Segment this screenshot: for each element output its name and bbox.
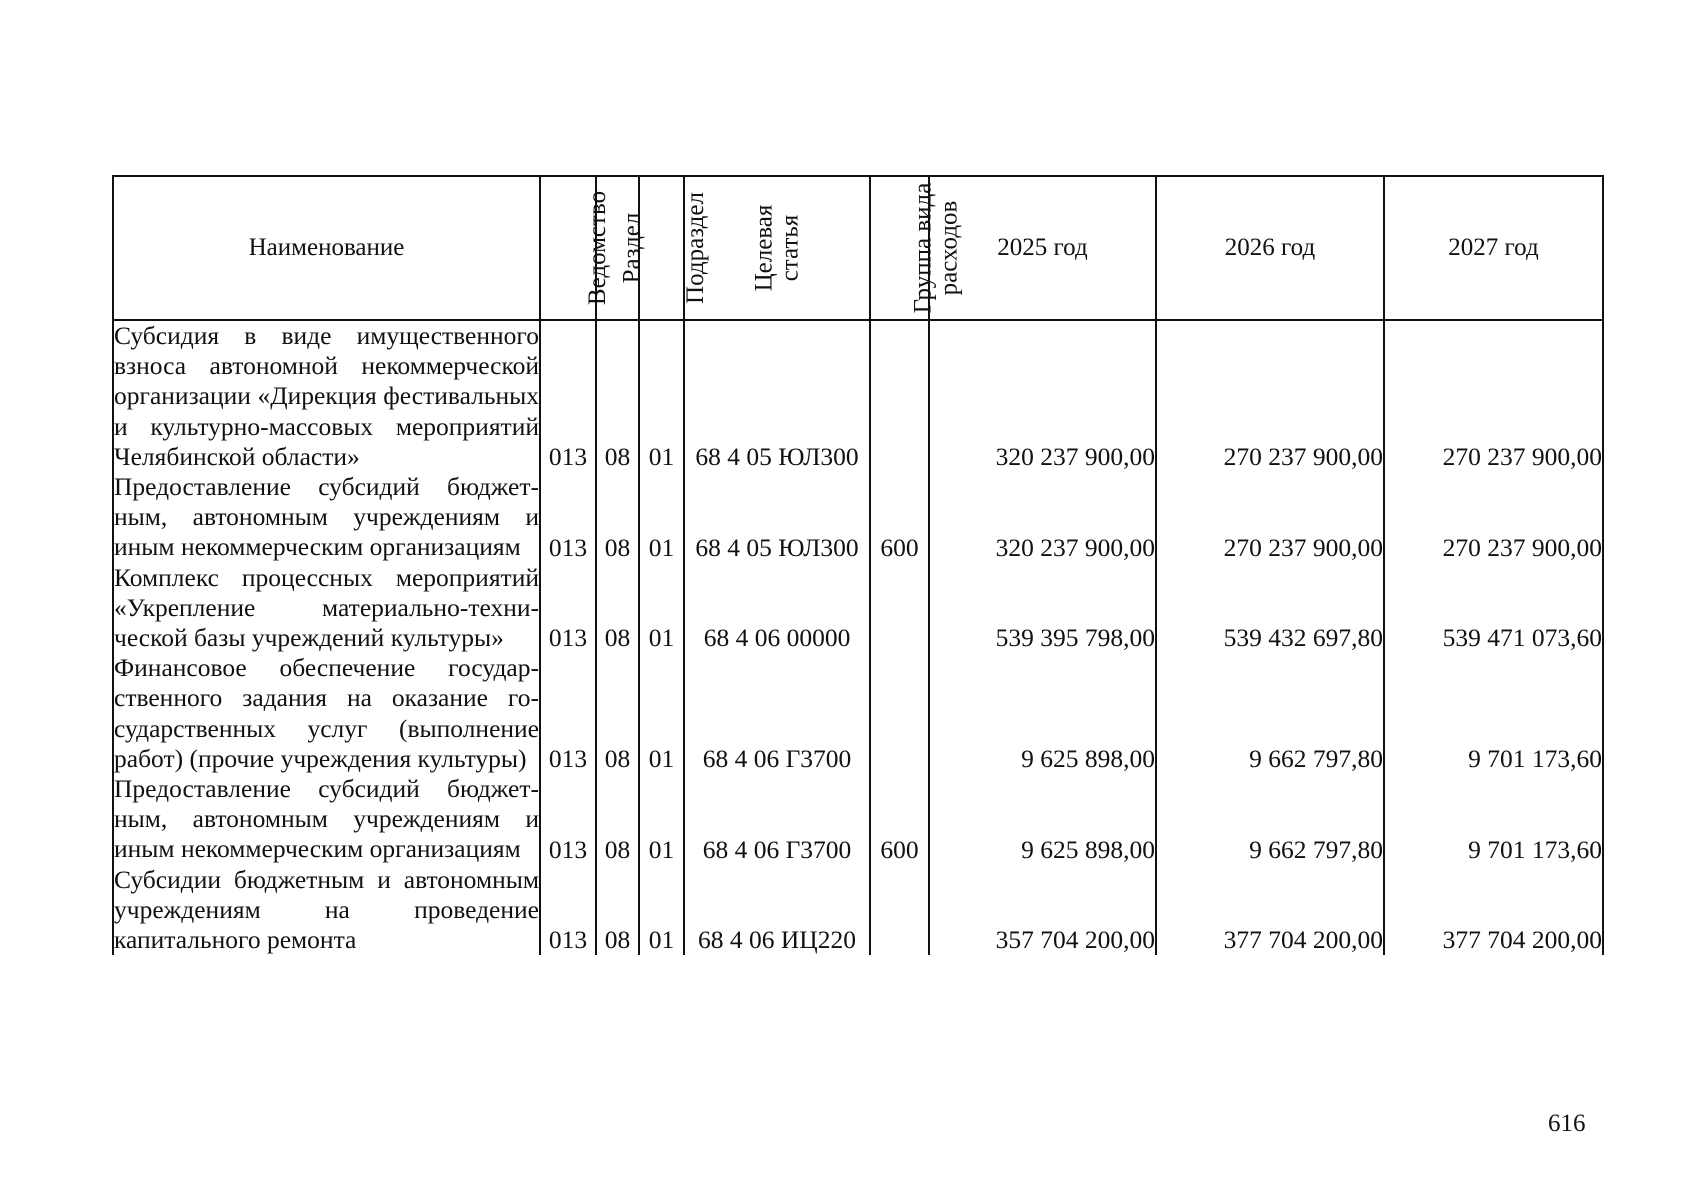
row-razdel: 08 (596, 774, 639, 865)
col-header-razdel-label: Раздел (618, 212, 646, 284)
row-name: Субсидия в виде имущественного взноса автономной некоммерческой организации «Дирекция фестивальных и культурно-массовых мероприятий Челябинской области» (114, 321, 539, 471)
col-header-name: Наименование (113, 176, 540, 320)
row-gruppa: 600 (870, 472, 929, 563)
col-header-gruppa-line2: расходов (935, 200, 963, 295)
col-header-statya (681, 176, 870, 320)
row-vedomstvo: 013 (540, 563, 596, 654)
budget-table (112, 175, 1604, 955)
row-razdel: 08 (596, 563, 639, 654)
row-statya: 68 4 06 ИЦ220 (684, 865, 870, 956)
table-row (113, 563, 1603, 654)
row-2027: 270 237 900,00 (1384, 320, 1603, 472)
row-2027: 539 471 073,60 (1384, 563, 1603, 654)
col-header-2025: 2025 год (929, 176, 1156, 320)
col-header-statya-line1: Целевая (749, 204, 777, 291)
row-razdel: 08 (596, 865, 639, 956)
page-number: 616 (1548, 1110, 1586, 1137)
col-header-statya-line2: статья (775, 214, 803, 281)
row-2027: 377 704 200,00 (1384, 865, 1603, 956)
row-2027: 9 701 173,60 (1384, 653, 1603, 774)
table-row (113, 865, 1603, 956)
row-podrazdel: 01 (639, 472, 684, 563)
row-vedomstvo: 013 (540, 653, 596, 774)
row-2026: 377 704 200,00 (1156, 865, 1384, 956)
row-name: Субсидии бюджетным и автономным учреждениям на проведение капитального ремонта (114, 864, 539, 955)
row-podrazdel: 01 (639, 653, 684, 774)
row-statya: 68 4 06 Г3700 (684, 653, 870, 774)
row-gruppa (870, 865, 929, 956)
row-name: Предоставление субсидий бюджетным, автономным учреждениям и иным некоммерческим организациям (114, 472, 539, 562)
row-vedomstvo: 013 (540, 774, 596, 865)
row-2025: 539 395 798,00 (929, 563, 1156, 654)
row-2027: 270 237 900,00 (1384, 472, 1603, 563)
row-2025: 9 625 898,00 (929, 774, 1156, 865)
row-vedomstvo: 013 (540, 472, 596, 563)
table-row (113, 320, 1603, 472)
row-name: Комплекс процессных мероприятий «Укрепление материально-технической базы учреждений культуры» (114, 562, 539, 653)
col-header-gruppa-label (910, 182, 962, 313)
row-podrazdel: 01 (639, 563, 684, 654)
row-name: Финансовое обеспечение государственного задания на оказание государственных услуг (выполнение работ) (прочие учреждения культуры) (114, 653, 539, 773)
row-razdel: 08 (596, 653, 639, 774)
row-2027: 9 701 173,60 (1384, 774, 1603, 865)
col-header-vedomstvo-label: Ведомство (584, 190, 612, 306)
col-header-2027: 2027 год (1384, 176, 1603, 320)
row-statya: 68 4 05 ЮЛ300 (684, 320, 870, 472)
table-row (113, 472, 1603, 563)
row-vedomstvo: 013 (540, 865, 596, 956)
row-statya: 68 4 06 00000 (684, 563, 870, 654)
col-header-gruppa-line1: Группа вида (909, 182, 937, 313)
row-gruppa (870, 563, 929, 654)
row-2026: 539 432 697,80 (1156, 563, 1384, 654)
row-razdel: 08 (596, 320, 639, 472)
row-gruppa (870, 320, 929, 472)
row-2025: 320 237 900,00 (929, 320, 1156, 472)
table-row (113, 774, 1603, 865)
row-podrazdel: 01 (639, 320, 684, 472)
col-header-podrazdel-label: Подраздел (681, 192, 709, 304)
row-2025: 357 704 200,00 (929, 865, 1156, 956)
row-2026: 270 237 900,00 (1156, 472, 1384, 563)
row-2026: 9 662 797,80 (1156, 653, 1384, 774)
row-2025: 320 237 900,00 (929, 472, 1156, 563)
col-header-podrazdel (639, 176, 709, 320)
row-gruppa (870, 653, 929, 774)
row-podrazdel: 01 (639, 865, 684, 956)
row-2026: 9 662 797,80 (1156, 774, 1384, 865)
col-header-2026: 2026 год (1156, 176, 1384, 320)
row-statya: 68 4 06 Г3700 (684, 774, 870, 865)
row-statya: 68 4 05 ЮЛ300 (684, 472, 870, 563)
col-header-gruppa (870, 176, 963, 320)
row-podrazdel: 01 (639, 774, 684, 865)
row-gruppa: 600 (870, 774, 929, 865)
row-name: Предоставление субсидий бюджетным, автономным учреждениям и иным некоммерческим организациям (114, 774, 539, 864)
row-2025: 9 625 898,00 (929, 653, 1156, 774)
header-row (113, 176, 1603, 320)
row-vedomstvo: 013 (540, 320, 596, 472)
row-2026: 270 237 900,00 (1156, 320, 1384, 472)
col-header-statya-label (751, 204, 803, 291)
row-razdel: 08 (596, 472, 639, 563)
table-row (113, 653, 1603, 774)
col-header-vedomstvo (540, 176, 612, 320)
